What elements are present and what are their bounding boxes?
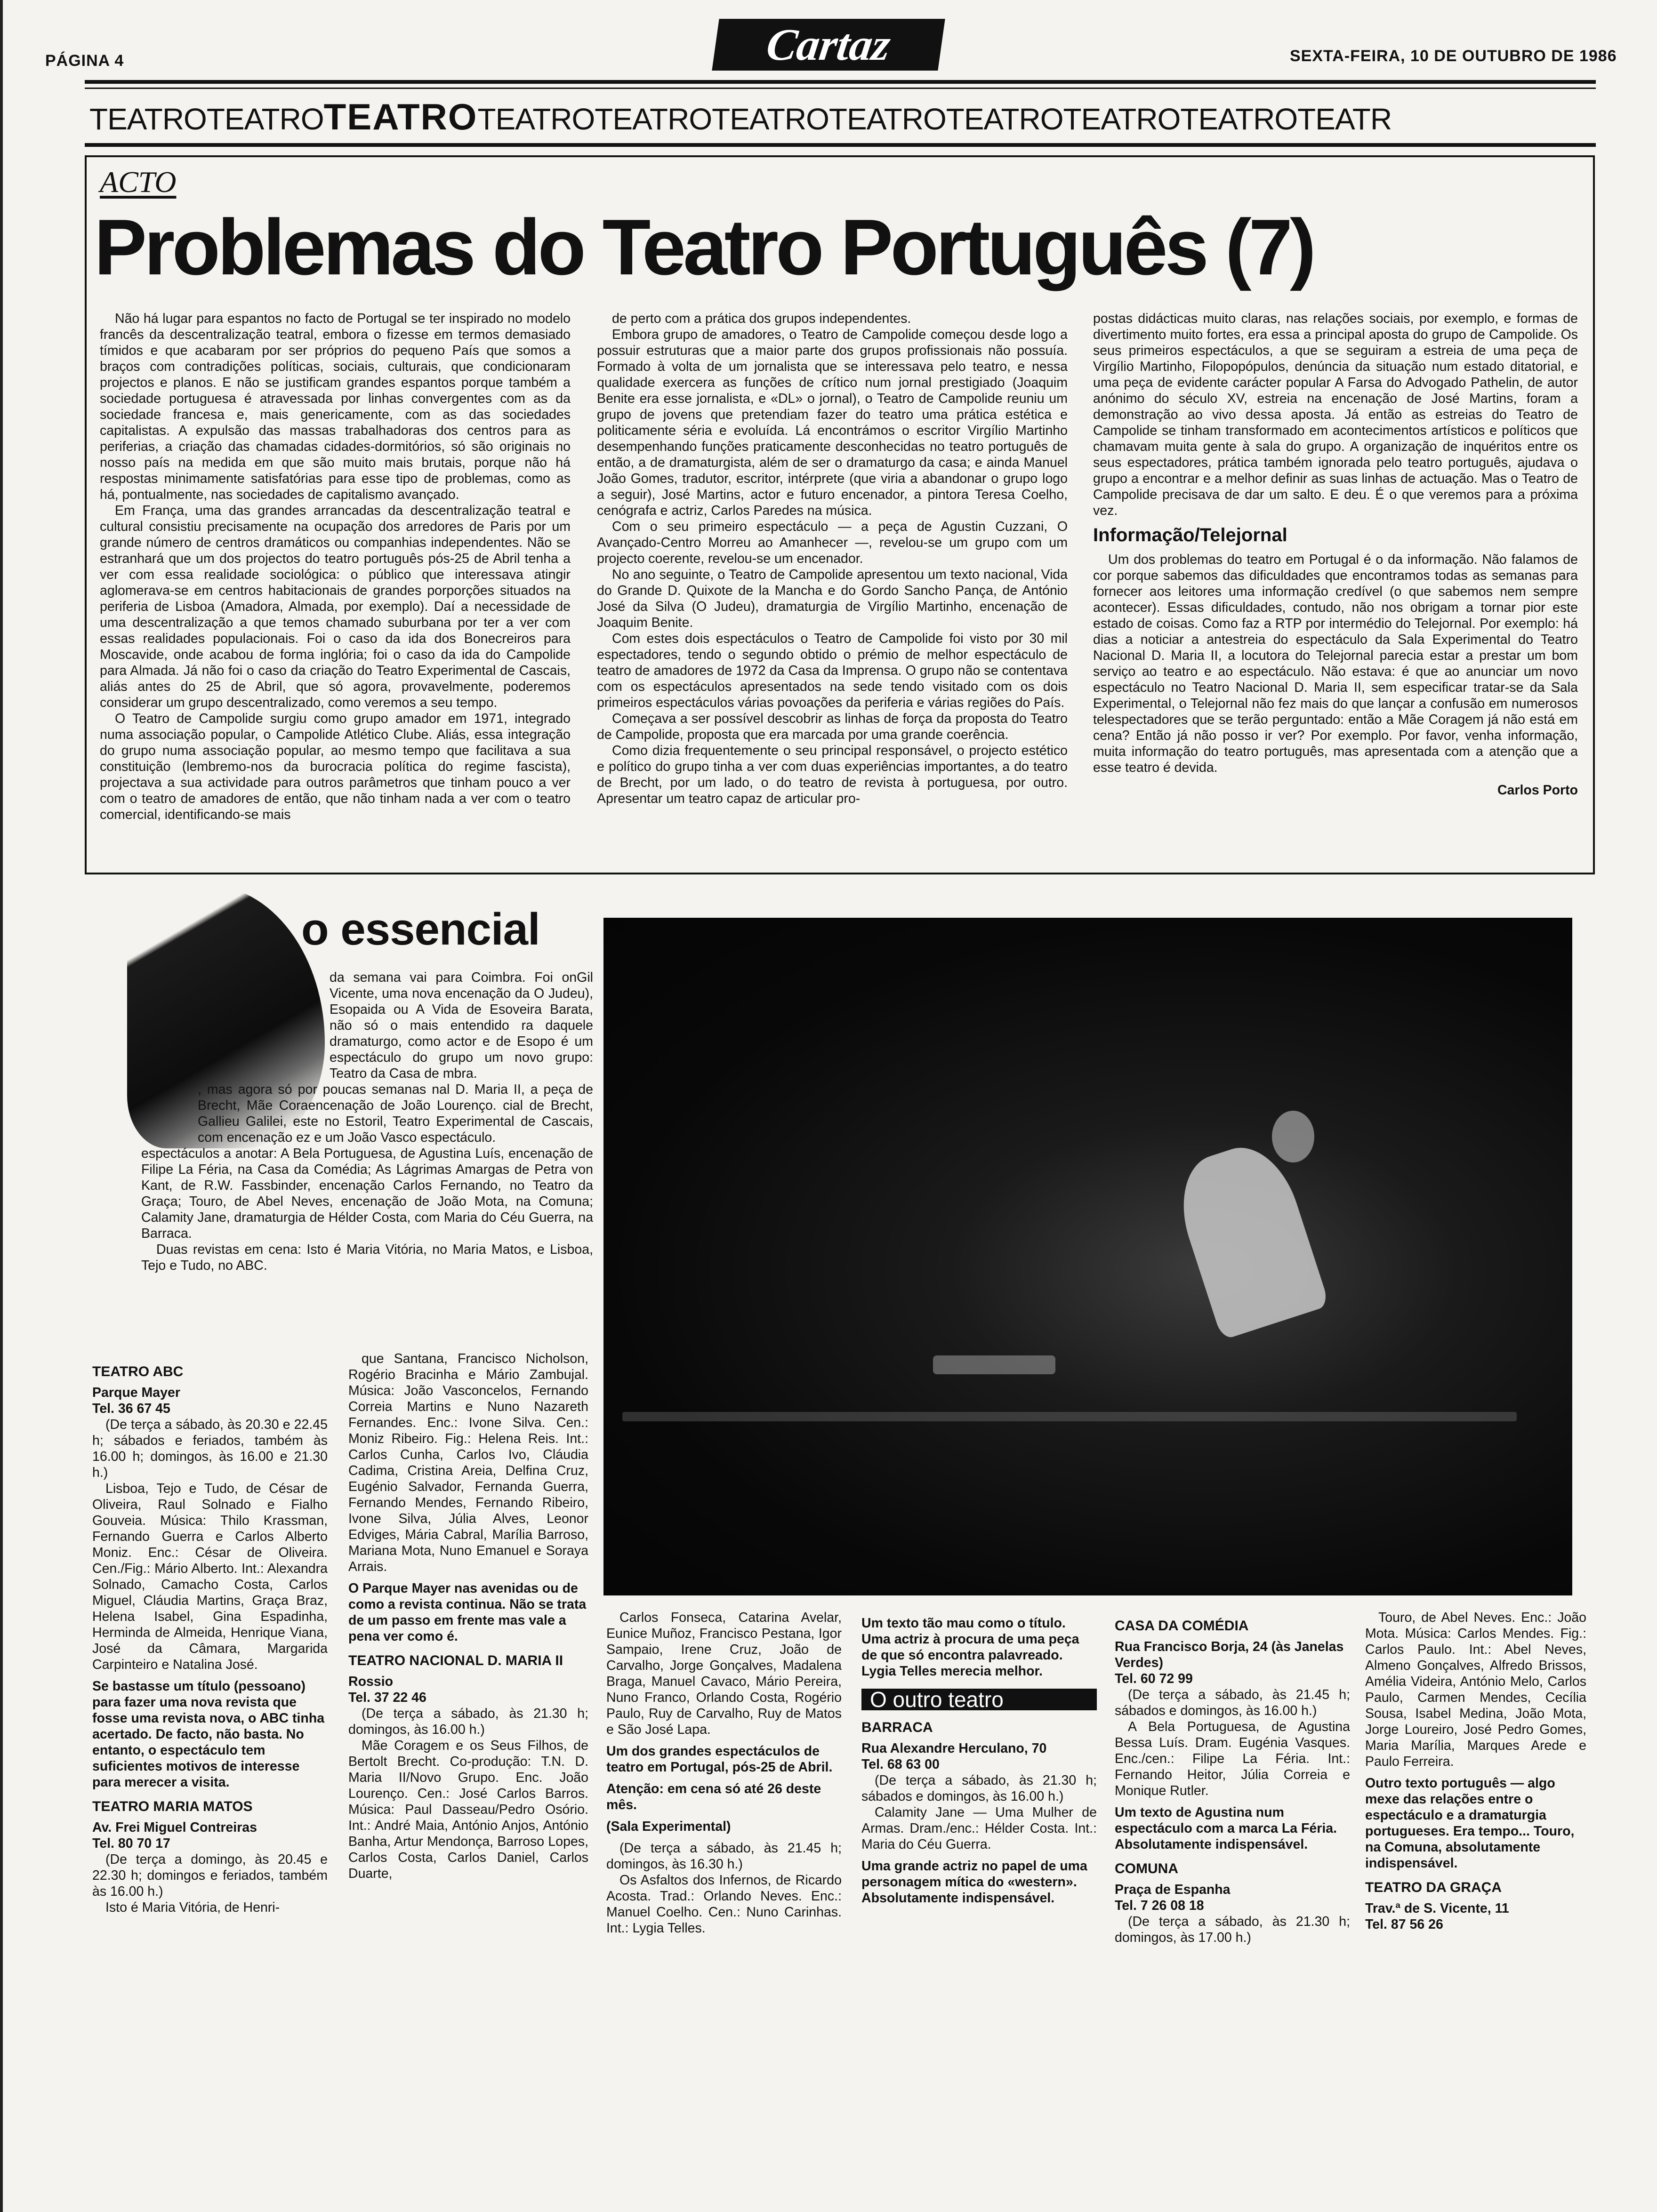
listing-text: Os Asfaltos dos Infernos, de Ricardo Acosta. Trad.: Orlando Neves. Enc.: Manuel Coelho. Cen.: Nuno Carinhas. Int.: Lygia Telles. [606, 1873, 842, 1936]
listing-text: (De terça a sábado, às 21.30 h; sábados e domingos, às 16.00 h.) [861, 1773, 1097, 1804]
venue-address: Rua Alexandre Herculano, 70 [861, 1741, 1047, 1756]
listing-col-3 [606, 1610, 842, 2188]
listing-col-1 [92, 1355, 328, 2188]
paragraph: Embora grupo de amadores, o Teatro de Campolide começou desde logo a possuir estruturas que a maior parte dos grupos profissionais não possuía. Formado à volta de um jornalista que se interessava pelo teatro, e nessa qualidade exercera as funções de crítico num jornal prestigiado (Joaquim Benite era esse jornalista, e «DL» o jornal), o Teatro de Campolide reuniu um grupo de jovens que pretendiam fazer do teatro uma prática estética e politicamente séria e evoluída. Lá encontrámos o escritor Virgílio Martinho desempenhando funções praticamente desconhecidas no teatro português de então, a de dramaturgista, além de ser o dramaturgo da casa; e ainda Manuel João Gomes, tradutor, escritor, intérprete (que viria a abandonar o grupo logo a seguir), José Martins, actor e futuro encenador, a pintora Teresa Coelho, cenógrafa e actriz, Carlos Paredes na música. [597, 327, 1068, 518]
paragraph: Começava a ser possível descobrir as linhas de força da proposta do Teatro de Campolide, proposta que era marcada por uma grande coerência. [597, 711, 1068, 742]
paragraph: da semana vai para Coimbra. Foi onGil Vicente, uma nova encenação da O Judeu), Esopaida ou A Vida de Esoveira Barata, não só o mais entendido ra daquele dramaturgo, como actor e de Esopo é um espectáculo do grupo um novo grupo: Teatro da Casa de mbra. [330, 970, 593, 1081]
paragraph: No ano seguinte, o Teatro de Campolide apresentou um texto nacional, Vida do Grande D. Quixote de la Mancha e do Gordo Sancho Pança, de António José da Silva (O Judeu), dramaturgia de Virgílio Martinho, encenação de Joaquim Benite. [597, 567, 1068, 630]
venue-address: Parque Mayer [92, 1385, 180, 1400]
listing-text: Isto é Maria Vitória, de Henri- [105, 1900, 280, 1915]
listing-col-5 [1115, 1610, 1350, 2188]
banner-right: TEATROTEATROTEATROTEATROTEATROTEATROTEATROTEATR [477, 102, 1392, 136]
page-number: PÁGINA 4 [45, 52, 124, 70]
venue-address: Tel. 68 63 00 [861, 1757, 940, 1772]
critic-note: Um texto de Agustina num espectáculo com a marca La Féria. Absolutamente indispensável. [1115, 1805, 1337, 1852]
listing-text: (De terça a domingo, às 20.45 e 22.30 h; domingos e feriados, também às 16.00 h.) [92, 1852, 328, 1899]
article-col-1 [100, 311, 571, 864]
section-heading-black: O outro teatro [861, 1689, 1097, 1710]
critic-note: Atenção: em cena só até 26 deste mês. [606, 1781, 821, 1812]
critic-note: Outro texto português — algo mexe das relações entre o espectáculo e a dramaturgia portugueses. Era tempo... Touro, na Comuna, absolutamente indispensável. [1365, 1776, 1575, 1871]
paragraph: Com estes dois espectáculos o Teatro de Campolide foi visto por 30 mil espectadores, tendo o segundo obtido o prémio de melhor espectáculo de teatro de amadores de 1972 da Casa da Imprensa. O grupo não se contentava com os espectáculos apresentados na sede tendo visitado com os dois primeiros espectáculos várias povoações da periferia e várias regiões do País. [597, 631, 1068, 710]
banner-bold: TEATRO [323, 96, 478, 137]
venue-heading: TEATRO DA GRAÇA [1365, 1880, 1502, 1895]
paragraph: postas didácticas muito claras, nas relações sociais, por exemplo, e formas de divertimento muito fortes, era essa a principal aposta do grupo de Campolide. Os seus primeiros espectáculos, a que se seguiram a estreia de uma peça de Virgílio Martinho, Filopopópulos, denúncia da situação num estado ditatorial, e uma peça de evidente carácter popular A Farsa do Advogado Pathelin, de autor anónimo do século XV, estreia na encenação de José Martins, foram a demonstração ao vivo dessa aposta. Já então as estreias do Teatro de Campolide se tinham transformado em acontecimentos artísticos e políticos que chamavam muita gente à sala do grupo. A organização de inquéritos entre os seus espectadores, prática também ignorada pelo teatro português, ajudava o grupo a encontrar e a melhor definir as suas linhas de actuação. Mas o Teatro de Campolide precisava de dar um salto. E deu. É o que veremos para a próxima vez. [1093, 311, 1578, 518]
listing-text: (De terça a sábado, às 21.45 h; sábados e domingos, às 16.00 h.) [1115, 1687, 1350, 1718]
venue-address: Tel. 87 56 26 [1365, 1917, 1443, 1932]
paragraph: , mas agora só por poucas semanas nal D. Maria II, a peça de Brecht, Mãe Coraencenação de João Lourenço. cial de Brecht, Gallieu Galilei, este no Estoril, Teatro Experimental de Cascais, com encenação ez e um João Vasco espectáculo. [198, 1082, 593, 1145]
page-edge [0, 0, 3, 2212]
venue-address: Tel. 7 26 08 18 [1115, 1898, 1204, 1913]
venue-address: Av. Frei Miguel Contreiras [92, 1820, 257, 1835]
listing-text: Lisboa, Tejo e Tudo, de César de Oliveira, Raul Solnado e Fialho Gouveia. Música: Thilo Krassman, Fernando Guerra e Carlos Alberto Moniz. Enc.: César de Oliveira. Cen./Fig.: Mário Alberto. Int.: Alexandra Solnado, Camacho Costa, Carlos Miguel, Cláudia Martins, Graça Braz, Helena Isabel, Gina Espadinha, Herminda de Almeida, Henrique Viana, José da Câmara, Margarida Carpinteiro e Natalina José. [92, 1481, 328, 1672]
critic-note: Um dos grandes espectáculos de teatro em Portugal, pós-25 de Abril. [606, 1744, 833, 1775]
critic-note: (Sala Experimental) [606, 1819, 731, 1834]
listing-text: Mãe Coragem e os Seus Filhos, de Bertolt Brecht. Co-produção: T.N. D. Maria II/Novo Grupo. Enc. João Lourenço. Cen.: José Carlos Barros. Música: Paul Dasseau/Pedro Osório. Int.: André Maia, António Anjos, António Banha, Artur Mendonça, Barroso Lopes, Carlos Costa, Carlos Daniel, Carlos Duarte, [348, 1738, 588, 1881]
article-col-3 [1093, 311, 1578, 864]
section-banner [89, 94, 1596, 142]
listing-text: (De terça a sábado, às 21.30 h; domingos, às 17.00 h.) [1115, 1914, 1350, 1945]
essencial-text [141, 970, 593, 1341]
listing-text: (De terça a sábado, às 20.30 e 22.45 h; sábados e feriados, também às 16.00 h; domingos, às 16.00 e 21.30 h.) [92, 1417, 328, 1480]
essencial-title: o essencial [301, 904, 540, 954]
performer-head [1272, 1111, 1314, 1162]
article-col-2 [597, 311, 1068, 864]
venue-heading: TEATRO ABC [92, 1364, 184, 1379]
listing-text: Carlos Fonseca, Catarina Avelar, Eunice Muñoz, Francisco Pestana, Igor Sampaio, Irene Cruz, João de Carvalho, Jorge Gonçalves, Madalena Braga, Manuel Cavaco, Mário Pereira, Nuno Franco, Orlando Costa, Rogério Paulo, Ruy de Carvalho, Ruy de Matos e São José Lapa. [606, 1610, 842, 1737]
header-rule-top [85, 80, 1596, 84]
article-kicker: ACTO [100, 165, 177, 199]
banner-left: TEATROTEATRO [89, 102, 324, 136]
byline: Carlos Porto [1497, 783, 1578, 798]
subheading: Informação/Telejornal [1093, 525, 1287, 545]
venue-address: Trav.ª de S. Vicente, 11 [1365, 1901, 1509, 1916]
paragraph: Duas revistas em cena: Isto é Maria Vitória, no Maria Matos, e Lisboa, Tejo e Tudo, no ABC. [141, 1242, 593, 1273]
venue-address: Rua Francisco Borja, 24 (às Janelas Verdes) [1115, 1639, 1344, 1670]
issue-date: SEXTA-FEIRA, 10 DE OUTUBRO DE 1986 [1290, 47, 1617, 65]
stage-photo [603, 918, 1572, 1595]
venue-address: Tel. 60 72 99 [1115, 1671, 1193, 1686]
venue-heading: BARRACA [861, 1720, 933, 1735]
listing-text: que Santana, Francisco Nicholson, Rogério Bracinha e Mário Zambujal. Música: João Vasconcelos, Fernando Correia Martins e Nuno Nazareth Fernandes. Enc.: Ivone Silva. Cen.: Moniz Ribeiro. Fig.: Helena Reis. Int.: Carlos Cunha, Carlos Ivo, Cláudia Cadima, Cristina Areia, Delfina Cruz, Eugénio Salvador, Fernanda Guerra, Fernando Mendes, Fernando Ribeiro, Ivone Silva, Júlia Alves, Leonor Edviges, Mária Cabral, Marília Barroso, Mariana Mota, Nuno Emanuel e Soraya Arrais. [348, 1351, 588, 1574]
critic-note: Um texto tão mau como o título. Uma actriz à procura de uma peça de que só encontra palavreado. Lygia Telles merecia melhor. [861, 1616, 1079, 1679]
critic-note: Uma grande actriz no papel de uma personagem mítica do «western». Absolutamente indispensável. [861, 1859, 1087, 1906]
venue-address: Praça de Espanha [1115, 1882, 1231, 1897]
critic-note: O Parque Mayer nas avenidas ou de como a revista continua. Não se trata de um passo em frente mas vale a pena ver como é. [348, 1581, 587, 1644]
paragraph: espectáculos a anotar: A Bela Portuguesa, de Agustina Luís, encenação de Filipe La Féria, na Casa da Comédia; As Lágrimas Amargas de Petra von Kant, de R.W. Fassbinder, encenação Carlos Fernando, no Teatro da Graça; Touro, de Abel Neves, encenação de João Mota, na Comuna; Calamity Jane, dramaturgia de Hélder Costa, com Maria do Céu Guerra, na Barraca. [141, 1146, 593, 1241]
listing-text: A Bela Portuguesa, de Agustina Bessa Luís. Dram. Eugénia Vasques. Enc./cen.: Filipe La Féria. Int.: Fernando Heitor, Júlia Correia e Monique Rutler. [1115, 1719, 1350, 1798]
article-title: Problemas do Teatro Português (7) [94, 203, 1313, 291]
paragraph: Em França, uma das grandes arrancadas da descentralização teatral e cultural consistiu precisamente na ocupação dos arredores de Paris por um grande número de centros dramáticos ou companhias independentes. Não se estranhará que um dos projectos do teatro português pós-25 de Abril tenha a ver com essa realidade sociológica: o público que interessava atingir aglomerava-se em centros habitacionais de grandes porporções situados na periferia de Lisboa (Amadora, Almada, por exemplo). Daí a necessidade de uma descentralização a que temos chamado suburbana por ter a ver com essas realidades populacionais. Foi o caso da ida dos Bonecreiros para Moscavide, onde acabou de forma inglória; foi o caso da ida do Campolide para Almada. Já não foi o caso da criação do Teatro Experimental de Cascais, aliás antes do 25 de Abril, que só agora, provavelmente, poderemos considerar um grupo descentralizado, como veremos a seu tempo. [100, 503, 571, 710]
venue-heading: COMUNA [1115, 1861, 1178, 1876]
paragraph: O Teatro de Campolide surgiu como grupo amador em 1971, integrado numa associação popular, o Campolide Atlético Clube. Aliás, essa integração do grupo numa associação popular, ao mesmo tempo que facilitava a sua constituição (lembremo-nos da burocracia política do regime fascista), projectava a sua actividade para outros parâmetros que tinham pouco a ver com o teatro de amadores de então, que não tinham nada a ver com o teatro comercial, identificando-se mais [100, 711, 571, 822]
listing-text: Touro, de Abel Neves. Enc.: João Mota. Música: Carlos Mendes. Fig.: Carlos Paulo. Int.: Abel Neves, Almeno Gonçalves, Alfredo Brissos, Amélia Videira, António Melo, Carlos Paulo, Carmen Mendes, Cecília Sousa, Isabel Medina, João Mota, Jorge Loureiro, José Pedro Gomes, Maria Marília, Marques Arede e Paulo Ferreira. [1365, 1610, 1586, 1769]
header-rule-2 [85, 88, 1596, 89]
venue-address: Tel. 37 22 46 [348, 1690, 426, 1705]
listing-text: Calamity Jane — Uma Mulher de Armas. Dram./enc.: Hélder Costa. Int.: Maria do Céu Guerra. [861, 1805, 1097, 1852]
paragraph: Um dos problemas do teatro em Portugal é o da informação. Não falamos de cor porque sabemos das dificuldades que encontramos todas as semanas para fornecer aos leitores uma informação credível (o que sabemos nem sempre acontecer). Essas dificuldades, contudo, não nos obrigam a tornar pior este estado de coisas. Como faz a RTP por intermédio do Telejornal. Por exemplo: há dias a noticiar a antestreia do espectáculo da Sala Experimental do Teatro Nacional D. Maria II, a locutora do Telejornal parecia estar a prestar um bom serviço ao teatro e ao espectáculo. Não estava: é que ao anunciar um novo espectáculo no Teatro Nacional D. Maria II, sem especificar tratar-se da Sala Experimental, o Telejornal não fez mais do que lançar a confusão em numerosos telespectadores que se terão perguntado: então a Mãe Coragem já não está em cena? Então já não posso ir ver? Por exemplo. Por favor, venha informação, muita informação do teatro português, mas apresentada com a atenção que a esse teatro é devida. [1093, 552, 1578, 775]
venue-heading: TEATRO NACIONAL D. MARIA II [348, 1653, 563, 1668]
stage-floor [622, 1412, 1517, 1421]
critic-note: Se bastasse um título (pessoano) para fazer uma nova revista que fosse uma revista nova, o ABC tinha acertado. De facto, não basta. No entanto, o espectáculo tem suficientes motivos de interesse para merecer a visita. [92, 1679, 325, 1790]
paragraph: de perto com a prática dos grupos independentes. [612, 311, 911, 326]
listing-col-4 [861, 1610, 1097, 2188]
prop-lights [933, 1355, 1055, 1374]
venue-address: Rossio [348, 1674, 394, 1689]
listing-text: (De terça a sábado, às 21.45 h; domingos, às 16.30 h.) [606, 1841, 842, 1872]
venue-address: Tel. 36 67 45 [92, 1401, 170, 1416]
venue-address: Tel. 80 70 17 [92, 1836, 170, 1851]
paragraph: Com o seu primeiro espectáculo — a peça de Agustin Cuzzani, O Avançado-Centro Morreu ao Amanhecer —, revelou-se um grupo com um projecto coerente, revelou-se um encenador. [597, 519, 1068, 566]
paragraph: Como dizia frequentemente o seu principal responsável, o projecto estético e político do grupo tinha a ver com duas experiências importantes, a do teatro de Brecht, por um lado, o do teatro de revista à portuguesa, por outro. Apresentar um teatro capaz de articular pro- [597, 743, 1068, 806]
banner-rule-bottom [85, 143, 1596, 147]
venue-heading: CASA DA COMÉDIA [1115, 1618, 1249, 1634]
listing-text: (De terça a sábado, às 21.30 h; domingos, às 16.00 h.) [348, 1706, 588, 1737]
listing-col-6 [1365, 1610, 1586, 2188]
paragraph: Não há lugar para espantos no facto de Portugal se ter inspirado no modelo francês da descentralização teatral, embora o fizesse em termos demasiado tímidos e que acabaram por ser próprios do pequeno País que somos a braços com contradições políticas, sociais, culturais, que condicionaram projectos e planos. E não se justificam grandes espantos porque também a sociedade portuguesa é atravessada por linhas convergentes com as da sociedade francesa e, mais genericamente, com as das sociedades capitalistas. A expulsão das massas trabalhadoras dos centros para as periferias, a criação das chamadas cidades-dormitórios, só são originais no nosso país na medida em que são muito mais brutais, porque não há respostas minimamente satisfatórias para esse tipo de problemas, como as há, pontualmente, nas sociedades de capitalismo avançado. [100, 311, 571, 502]
performer-figure [1167, 1135, 1330, 1340]
venue-heading: TEATRO MARIA MATOS [92, 1799, 253, 1814]
listing-col-2 [348, 1351, 588, 2188]
masthead-logo: Cartaz [712, 19, 945, 71]
